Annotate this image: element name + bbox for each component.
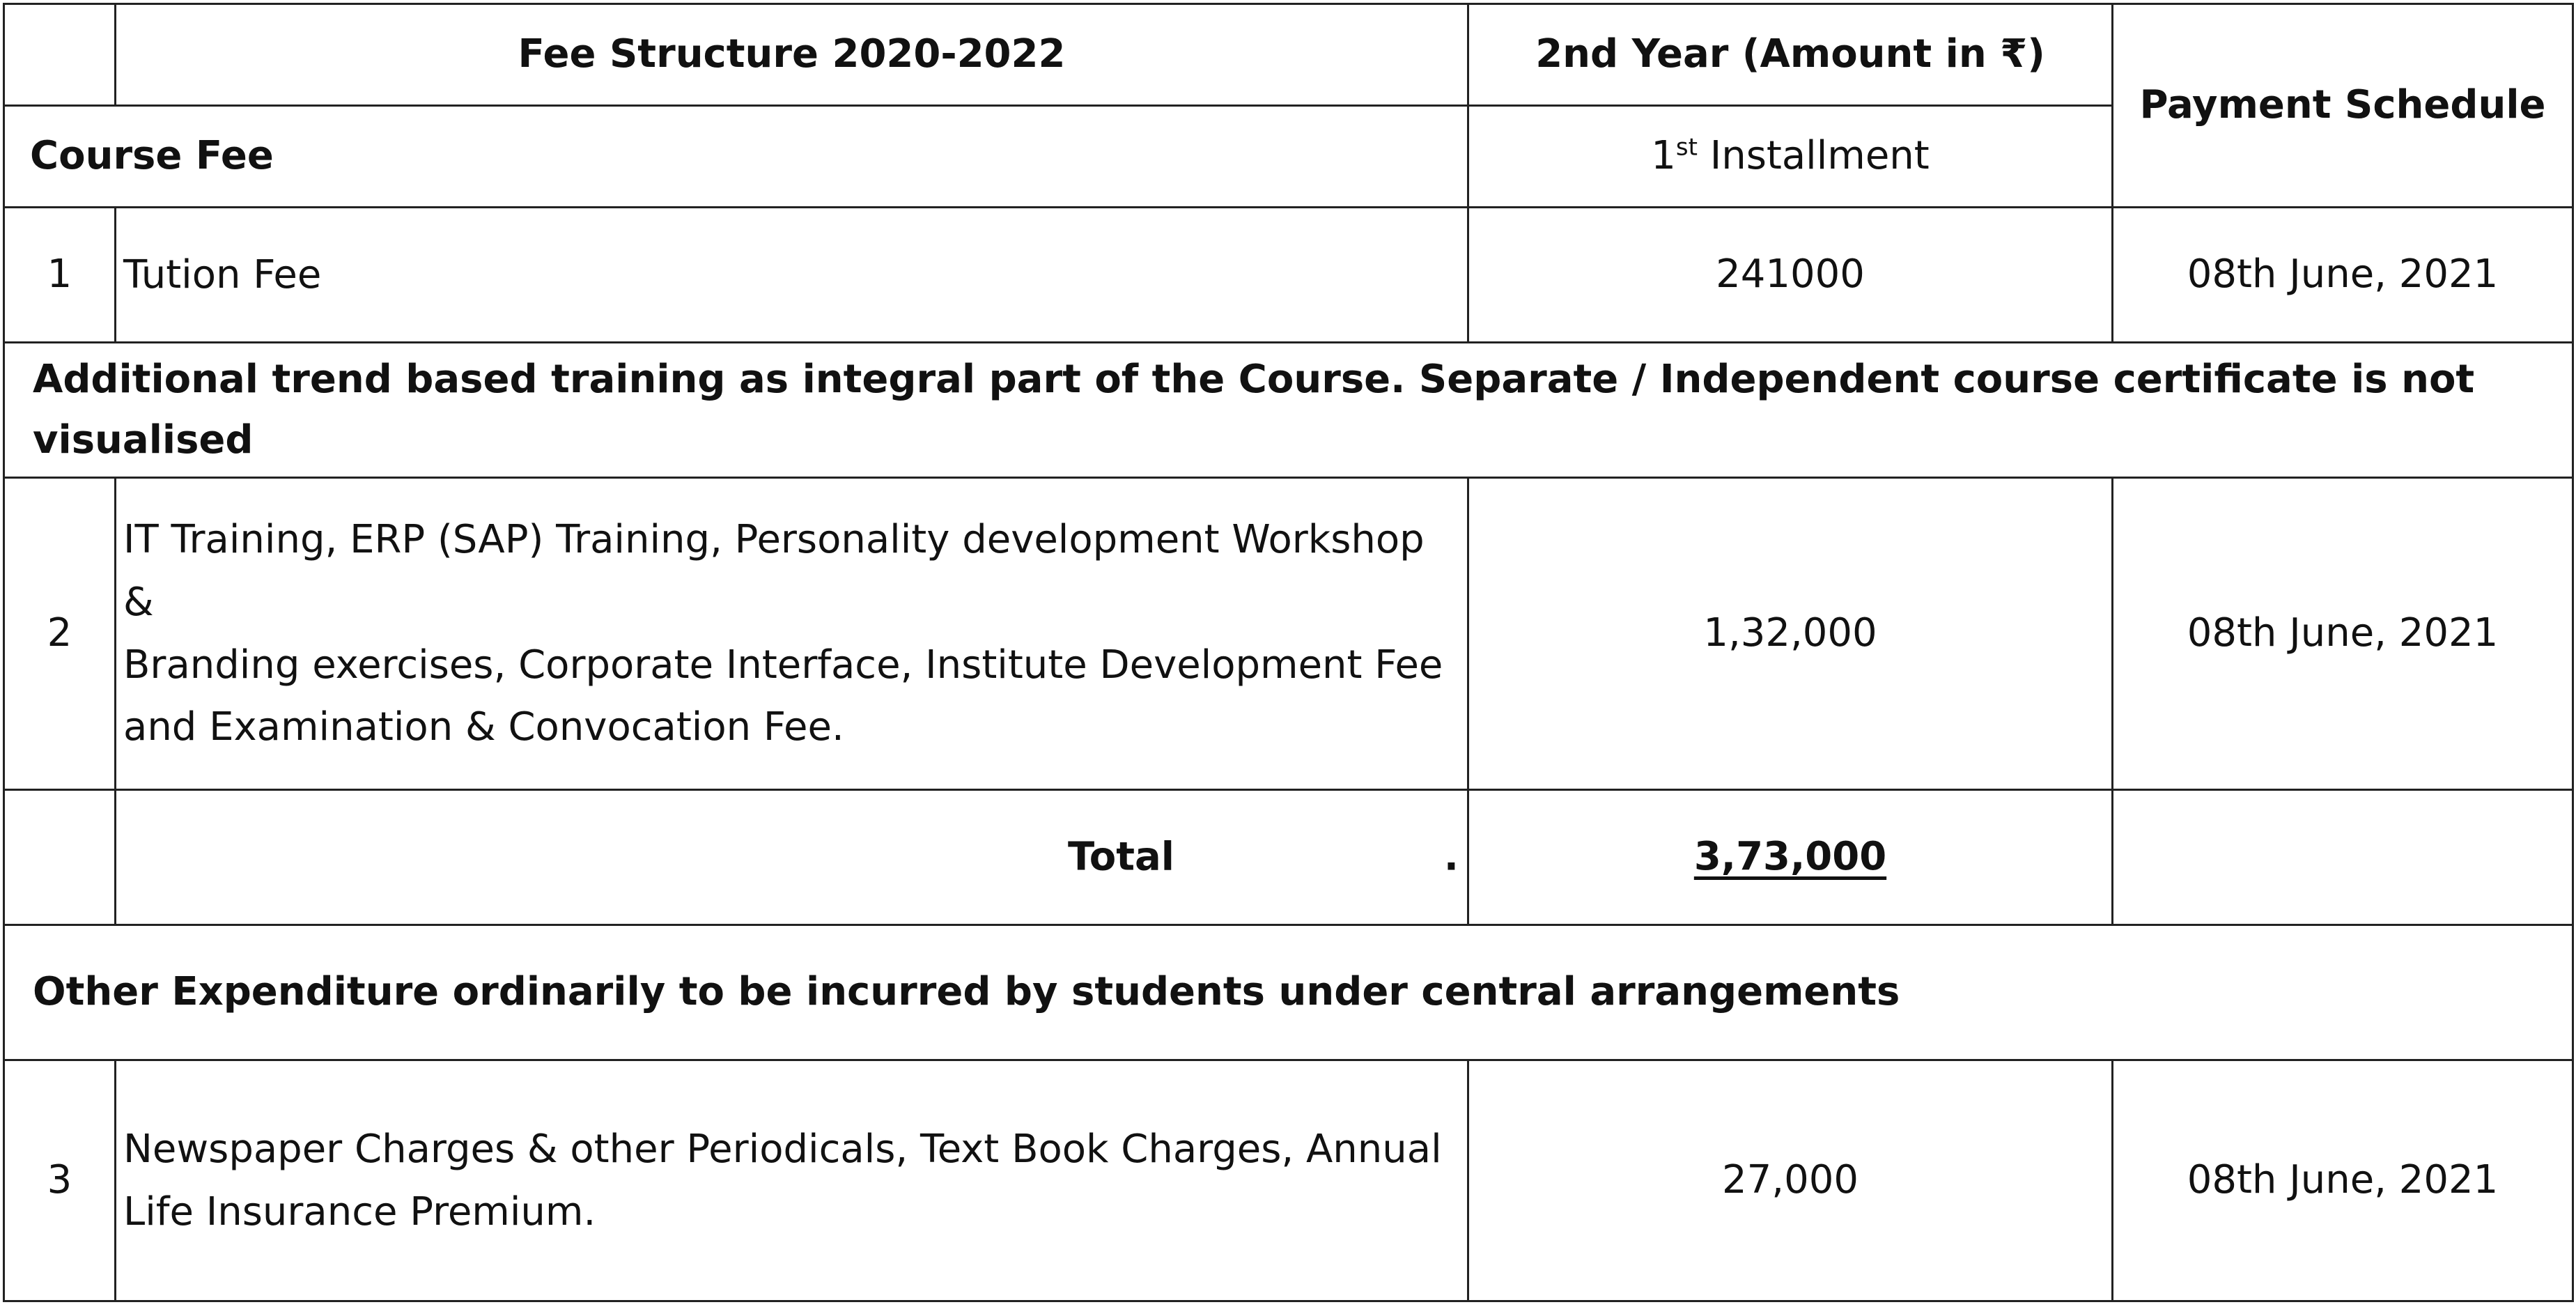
additional-training-note: Additional trend based training as integral part of the Course. Separate / Independent course certificate is not visualised [4,343,2573,478]
course-fee-label: Course Fee [4,106,1468,208]
description-line: Newspaper Charges & other Periodicals, Text Book Charges, Annual [123,1126,1442,1172]
note-row [4,925,2573,1060]
row-schedule: 08th June, 2021 [2113,208,2573,343]
row-description [116,478,1468,790]
description-line: Life Insurance Premium. [123,1189,596,1235]
total-row [4,790,2573,925]
total-dot: . [1443,834,1459,880]
year-amount-header: 2nd Year (Amount in ₹) [1468,4,2113,106]
row-description [116,1060,1468,1301]
table-row [4,208,2573,343]
payment-schedule-header: Payment Schedule [2113,4,2573,208]
total-empty-cell [4,790,116,925]
row-amount: 27,000 [1468,1060,2113,1301]
header-empty-cell [4,4,116,106]
row-number: 3 [4,1060,116,1301]
description-line: Branding exercises, Corporate Interface, Institute Development Fee [123,642,1443,688]
row-amount: 1,32,000 [1468,478,2113,790]
row-schedule: 08th June, 2021 [2113,1060,2573,1301]
total-amount: 3,73,000 [1693,834,1887,880]
row-number: 1 [4,208,116,343]
total-amount-cell [1468,790,2113,925]
installment-superscript: st [1675,133,1698,162]
note-row [4,343,2573,478]
installment-number: 1 [1651,133,1676,179]
total-schedule-empty-cell [2113,790,2573,925]
total-label-cell [116,790,1468,925]
header-row-top [4,4,2573,106]
row-description: Tution Fee [116,208,1468,343]
description-line: IT Training, ERP (SAP) Training, Personality development Workshop & [123,517,1425,625]
row-schedule: 08th June, 2021 [2113,478,2573,790]
fee-structure-table [3,3,2574,1302]
fee-structure-title: Fee Structure 2020-2022 [116,4,1468,106]
installment-text: Installment [1697,133,1930,179]
description-line: and Examination & Convocation Fee. [123,704,844,750]
other-expenditure-note: Other Expenditure ordinarily to be incurred by students under central arrangements [4,925,2573,1060]
row-number: 2 [4,478,116,790]
table-row [4,478,2573,790]
total-label: Total [1068,834,1174,880]
table-row [4,1060,2573,1301]
row-amount: 241000 [1468,208,2113,343]
installment-header [1468,106,2113,208]
